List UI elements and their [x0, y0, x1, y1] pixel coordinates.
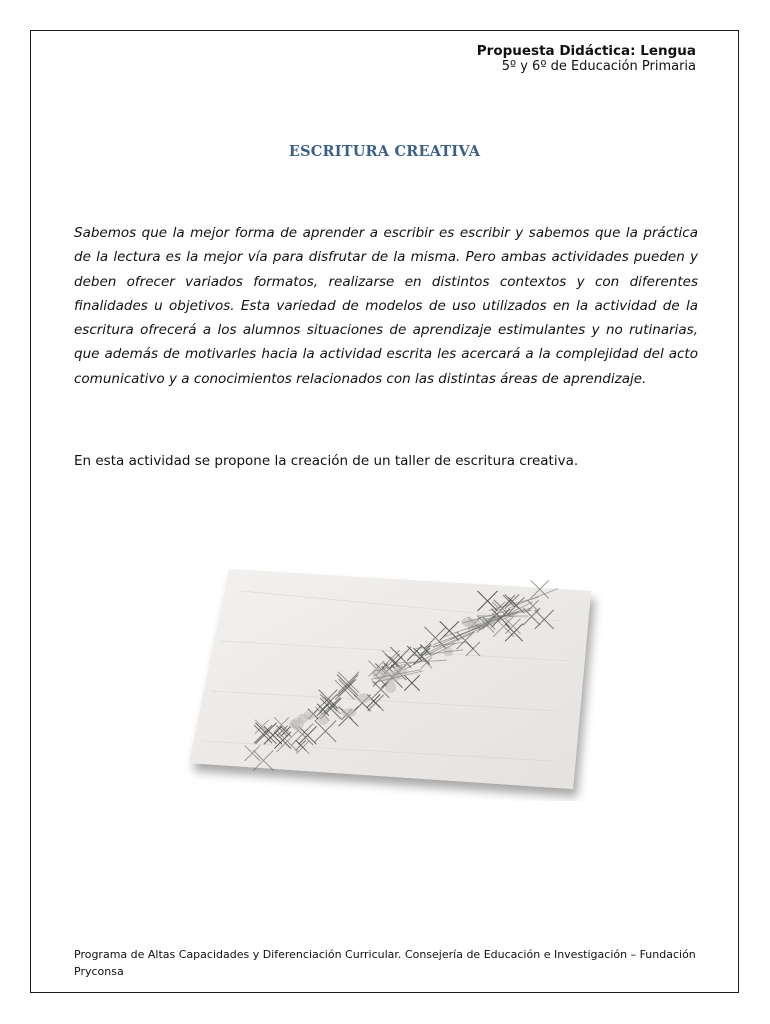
header-level: 5º y 6º de Educación Primaria: [501, 59, 696, 74]
header-subject: Propuesta Didáctica: Lengua: [476, 43, 696, 59]
sketch-smudge: [357, 693, 371, 703]
document-page: [30, 30, 739, 993]
page-title: ESCRITURA CREATIVA: [288, 143, 481, 160]
sketch-smudge: [291, 718, 303, 731]
sketch-illustration: [181, 551, 611, 801]
page-footer: Programa de Altas Capacidades y Diferenciación Curricular. Consejería de Educación e Investigación – Fundación Pryconsa: [74, 948, 696, 978]
sketch-smudge: [341, 708, 356, 717]
document-header: [477, 43, 696, 75]
intro-paragraph: Sabemos que la mejor forma de aprender a escribir es escribir y sabemos que la práctica de la lectura es la mejor vía para disfrutar de la misma. Pero ambas actividades pueden y deben ofrecer variados formatos, realizarse en distintos contextos y con diferentes finalidades u objetivos. Esta variedad de modelos de uso utilizados en la actividad de la escritura ofrecerá a los alumnos situaciones de aprendizaje estimulantes y no rutinarias, que además de motivarles hacia la actividad escrita les acercará a la complejidad del acto comunicativo y a conocimientos relacionados con las distintas áreas de aprendizaje.: [74, 225, 698, 387]
activity-paragraph: En esta actividad se propone la creación de un taller de escritura creativa.: [74, 453, 579, 469]
sketch-smudge: [318, 714, 329, 725]
sketch-smudge: [304, 710, 315, 720]
sketch-smudge: [385, 682, 396, 693]
